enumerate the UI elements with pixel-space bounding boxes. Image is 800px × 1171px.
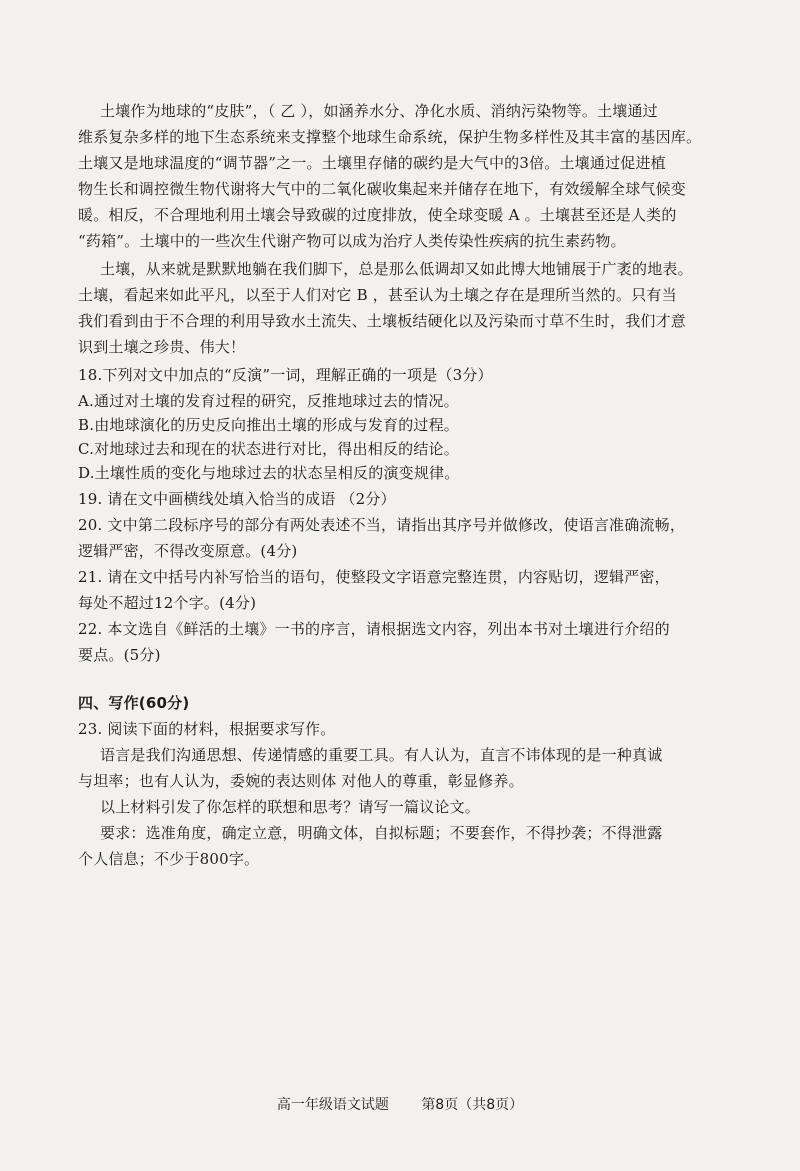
requirement-line: 要求：选准角度，确定立意，明确文体，自拟标题；不要套作，不得抄袭；不得泄露	[100, 824, 663, 842]
page-footer	[0, 1094, 800, 1114]
material-line: 与坦率；也有人认为，委婉的表达则体 对他人的尊重，彰显修养。	[78, 772, 524, 790]
passage-line: 暖。相反，不合理地利用土壤会导致碳的过度排放，使全球变暖 A 。土壤甚至还是人类的	[78, 206, 677, 224]
footer-subject: 高一年级语文试题	[276, 1097, 389, 1113]
option-b: B.由地球演化的历史反向推出土壤的形成与发育的过程。	[78, 416, 459, 434]
option-d: D.土壤性质的变化与地球过去的状态呈相反的演变规律。	[78, 464, 460, 482]
passage-line: 物生长和调控微生物代谢将大气中的二氧化碳收集起来并储存在地下，有效缓解全球气候变	[78, 180, 687, 198]
option-a: A.通过对土壤的发育过程的研究，反推地球过去的情况。	[78, 392, 459, 410]
question-18: 18.下列对文中加点的“反演”一词，理解正确的一项是（3分）	[78, 366, 493, 384]
question-20: 20. 文中第二段标序号的部分有两处表述不当，请指出其序号并做修改，使语言准确流畅，	[78, 516, 686, 534]
material-line: 语言是我们沟通思想、传递情感的重要工具。有人认为，直言不讳体现的是一种真诚	[100, 746, 663, 764]
passage-line: 土壤，从来就是默默地躺在我们脚下，总是那么低调却又如此博大地铺展于广袤的地表。	[100, 260, 693, 278]
option-c: C.对地球过去和现在的状态进行对比，得出相反的结论。	[78, 440, 459, 458]
question-20-cont: 逻辑严密，不得改变原意。(4分)	[78, 542, 298, 560]
passage-line: 土壤作为地球的“皮肤”，（ 乙 ），如涵养水分、净化水质、消纳污染物等。土壤通过	[100, 102, 658, 120]
footer-page-number: 第8页（共8页）	[421, 1097, 524, 1113]
passage-line: 土壤又是地球温度的“调节器”之一。土壤里存储的碳约是大气中的3倍。土壤通过促进植	[78, 154, 666, 172]
question-22-cont: 要点。(5分)	[78, 646, 161, 664]
question-22: 22. 本文选自《鲜活的土壤》一书的序言，请根据选文内容，列出本书对土壤进行介绍的	[78, 620, 670, 638]
question-23: 23. 阅读下面的材料，根据要求写作。	[78, 720, 336, 738]
passage-line: 识到土壤之珍贵、伟大！	[78, 338, 246, 356]
question-19: 19. 请在文中画横线处填入恰当的成语 （2分）	[78, 490, 396, 508]
passage-line: “药箱”。土壤中的一些次生代谢产物可以成为治疗人类传染性疾病的抗生素药物。	[78, 232, 626, 250]
section-title: 四、写作(60分)	[78, 694, 190, 712]
question-21: 21. 请在文中括号内补写恰当的语句，使整段文字语意完整连贯，内容贴切，逻辑严密，	[78, 568, 670, 586]
passage-line: 维系复杂多样的地下生态系统来支撑整个地球生命系统，保护生物多样性及其丰富的基因库。	[78, 128, 702, 146]
requirement-line: 个人信息；不少于800字。	[78, 850, 260, 868]
passage-line: 我们看到由于不合理的利用导致水土流失、土壤板结硬化以及污染而寸草不生时，我们才意	[78, 312, 687, 330]
passage-line: 土壤，看起来如此平凡，以至于人们对它 B ，甚至认为土壤之存在是理所当然的。只有当	[78, 286, 677, 304]
material-line: 以上材料引发了你怎样的联想和思考？请写一篇议论文。	[100, 798, 481, 816]
question-21-cont: 每处不超过12个字。(4分)	[78, 594, 257, 612]
